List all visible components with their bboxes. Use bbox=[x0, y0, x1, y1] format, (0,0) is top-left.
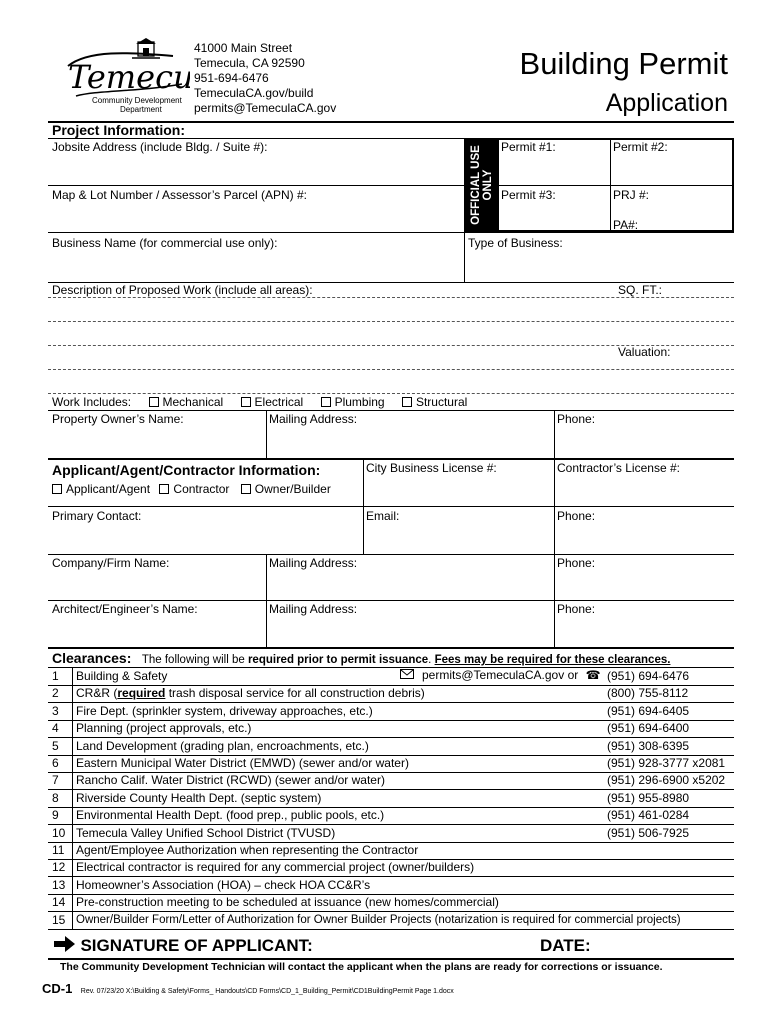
divider bbox=[48, 410, 734, 411]
website-link[interactable]: TemeculaCA.gov/build bbox=[194, 86, 314, 100]
clearance-row bbox=[48, 738, 734, 756]
sqft-label: SQ. FT.: bbox=[618, 283, 663, 297]
owner-builder-label: Owner/Builder bbox=[254, 482, 331, 496]
divider bbox=[48, 185, 464, 186]
section-rule bbox=[48, 647, 734, 649]
dashed-line bbox=[48, 321, 734, 322]
clearance-description: Environmental Health Dept. (food prep., public pools, etc.) bbox=[76, 808, 385, 823]
project-heading: Project Information: bbox=[52, 122, 186, 138]
row2-post: trash disposal service for all construction debris) bbox=[165, 686, 425, 700]
official-use-label: OFFICIAL USE ONLY bbox=[470, 145, 494, 225]
clearance-number: 5 bbox=[52, 738, 59, 753]
company-phone-label: Phone: bbox=[557, 556, 596, 570]
divider bbox=[48, 232, 734, 233]
plumbing-label: Plumbing bbox=[334, 395, 385, 409]
contact-phone-label: Phone: bbox=[557, 509, 596, 523]
signature-field[interactable] bbox=[60, 936, 530, 958]
electrical-label: Electrical bbox=[254, 395, 304, 409]
email-link[interactable]: permits@TemeculaCA.gov bbox=[194, 101, 337, 115]
clearance-phone: (951) 461-0284 bbox=[607, 808, 690, 823]
valuation-label: Valuation: bbox=[618, 345, 671, 359]
divider bbox=[266, 410, 267, 458]
clearance-phone: (951) 308-6395 bbox=[607, 738, 690, 753]
company-label: Company/Firm Name: bbox=[52, 556, 170, 570]
clearance-number: 12 bbox=[52, 860, 66, 875]
page-title: Building Permit bbox=[519, 46, 728, 81]
envelope-icon bbox=[400, 669, 414, 679]
technician-note: The Community Development Technician will contact the applicant when the plans are ready for corrections or issuance. bbox=[60, 961, 663, 973]
clearance-description: Owner/Builder Form/Letter of Authorization for Owner Builder Projects (notarization is required for commercial projects) bbox=[76, 913, 681, 926]
clearance-phone: (951) 694-6476 bbox=[607, 669, 690, 683]
jobsite-field[interactable] bbox=[52, 156, 462, 182]
owner-phone-label: Phone: bbox=[557, 412, 596, 426]
city-license-label: City Business License #: bbox=[366, 461, 497, 475]
date-field[interactable] bbox=[600, 936, 730, 958]
architect-label: Architect/Engineer’s Name: bbox=[52, 602, 198, 616]
work-includes-label: Work Includes: bbox=[52, 395, 132, 409]
clearance-number: 4 bbox=[52, 721, 59, 736]
clearance-row bbox=[48, 807, 734, 825]
type-business-label: Type of Business: bbox=[468, 236, 563, 250]
divider bbox=[48, 554, 734, 555]
company-mailing-label: Mailing Address: bbox=[269, 556, 358, 570]
clearance-description: Pre-construction meeting to be scheduled at issuance (new homes/commercial) bbox=[76, 895, 499, 910]
contractor-label: Contractor bbox=[173, 482, 230, 496]
clearances-heading: Clearances bbox=[52, 650, 127, 666]
revision-path: Rev. 07/23/20 X:\Building & Safety\Forms_ Handouts\CD Forms\CD_1_Building_Permit\CD1BuildingPermit Page 1.docx bbox=[80, 988, 454, 995]
map-lot-label: Map & Lot Number / Assessor’s Parcel (APN) #: bbox=[52, 188, 307, 202]
clearances-heading-row bbox=[52, 650, 670, 668]
plumbing-checkbox[interactable] bbox=[321, 397, 331, 407]
clearance-description: Building & Safety bbox=[76, 669, 168, 683]
clearance-number: 15 bbox=[52, 912, 66, 927]
contractor-license-label: Contractor’s License #: bbox=[557, 461, 680, 475]
architect-mailing-label: Mailing Address: bbox=[269, 602, 358, 616]
clearance-description: Homeowner’s Association (HOA) – check HOA CC&R’s bbox=[76, 877, 371, 892]
clearances-table bbox=[48, 667, 734, 930]
signature-label: SIGNATURE OF APPLICANT: bbox=[80, 936, 313, 955]
footer bbox=[42, 980, 454, 998]
clearance-phone: (800) 755-8112 bbox=[607, 686, 689, 701]
clearance-description: Electrical contractor is required for any commercial project (owner/builders) bbox=[76, 860, 475, 875]
dashed-line bbox=[48, 393, 734, 394]
address-line: 41000 Main Street bbox=[194, 41, 293, 55]
clearance-phone: (951) 694-6405 bbox=[607, 703, 690, 718]
clearance-number: 6 bbox=[52, 756, 59, 770]
divider bbox=[464, 232, 465, 282]
business-name-label: Business Name (for commercial use only): bbox=[52, 236, 278, 250]
clearance-row bbox=[48, 877, 734, 895]
date-label: DATE: bbox=[540, 936, 591, 955]
divider bbox=[554, 459, 555, 647]
clearance-number: 1 bbox=[52, 669, 59, 683]
clearance-row bbox=[48, 703, 734, 721]
jobsite-label: Jobsite Address (include Bldg. / Suite #): bbox=[52, 140, 268, 154]
owner-builder-checkbox[interactable] bbox=[241, 484, 251, 494]
clearance-row bbox=[48, 772, 734, 790]
map-lot-field[interactable] bbox=[52, 204, 462, 230]
row1-email-group bbox=[400, 668, 601, 682]
applicant-agent-checkbox[interactable] bbox=[52, 484, 62, 494]
clearance-row bbox=[48, 894, 734, 912]
permit1-label: Permit #1: bbox=[501, 140, 556, 154]
clearance-number: 11 bbox=[52, 843, 65, 857]
clearance-description: Agent/Employee Authorization when representing the Contractor bbox=[76, 843, 419, 857]
logo-sub2: Department bbox=[120, 105, 162, 114]
pa-label: PA#: bbox=[613, 218, 639, 232]
clearances-intro-mid: . bbox=[428, 654, 435, 666]
email-label: Email: bbox=[366, 509, 400, 523]
divider bbox=[48, 600, 734, 601]
description-label: Description of Proposed Work (include all areas): bbox=[52, 283, 313, 297]
divider bbox=[498, 185, 732, 186]
clearance-number: 10 bbox=[52, 825, 66, 840]
heading-colon: : bbox=[126, 650, 132, 666]
architect-phone-label: Phone: bbox=[557, 602, 596, 616]
structural-checkbox[interactable] bbox=[402, 397, 412, 407]
clearance-description: Land Development (grading plan, encroachments, etc.) bbox=[76, 738, 369, 753]
logo-script: Temecu bbox=[68, 58, 190, 96]
clearance-number: 13 bbox=[52, 877, 66, 892]
clearance-description: Planning (project approvals, etc.) bbox=[76, 721, 252, 736]
clearance-row bbox=[48, 720, 734, 738]
mechanical-checkbox[interactable] bbox=[149, 397, 159, 407]
clearances-intro-bold: required prior to permit issuance bbox=[247, 654, 429, 666]
number-column-divider bbox=[72, 667, 73, 929]
applicant-heading: Applicant/Agent/Contractor Information: bbox=[52, 462, 321, 478]
row2-required: required bbox=[117, 686, 166, 700]
row2-pre: CR&R ( bbox=[76, 686, 118, 700]
row2-description bbox=[76, 686, 425, 700]
electrical-checkbox[interactable] bbox=[241, 397, 251, 407]
clearance-row bbox=[48, 825, 734, 843]
clearance-number: 14 bbox=[52, 895, 66, 910]
form-code: CD-1 bbox=[42, 981, 73, 996]
prj-label: PRJ #: bbox=[613, 188, 650, 202]
clearance-number: 8 bbox=[52, 790, 59, 805]
clearances-fees-note: Fees may be required for these clearances. bbox=[434, 654, 671, 666]
role-options bbox=[52, 482, 331, 496]
clearance-number: 7 bbox=[52, 773, 59, 788]
clearance-description: Riverside County Health Dept. (septic system) bbox=[76, 790, 322, 805]
contact-block bbox=[194, 41, 336, 116]
permit3-label: Permit #3: bbox=[501, 188, 556, 202]
applicant-agent-label: Applicant/Agent bbox=[66, 482, 151, 496]
dashed-line bbox=[48, 297, 734, 298]
clearance-row bbox=[48, 859, 734, 877]
structural-label: Structural bbox=[415, 395, 468, 409]
clearance-description: Rancho Calif. Water District (RCWD) (sewer and/or water) bbox=[76, 773, 385, 788]
owner-name-label: Property Owner’s Name: bbox=[52, 412, 184, 426]
divider bbox=[554, 410, 555, 458]
clearances-intro: The following will be bbox=[141, 654, 248, 666]
clearance-description: Fire Dept. (sprinkler system, driveway approaches, etc.) bbox=[76, 703, 373, 718]
clearance-number: 9 bbox=[52, 808, 59, 823]
work-includes-row bbox=[52, 395, 467, 409]
row1-email[interactable]: permits@TemeculaCA.gov or bbox=[422, 668, 579, 682]
phone-line: 951-694-6476 bbox=[194, 71, 269, 85]
clearance-row bbox=[48, 755, 734, 773]
clearance-phone: (951) 694-6400 bbox=[607, 721, 690, 736]
owner-mailing-label: Mailing Address: bbox=[269, 412, 358, 426]
clearance-row bbox=[48, 668, 734, 686]
contractor-checkbox[interactable] bbox=[159, 484, 169, 494]
phone-icon: ☎ bbox=[585, 668, 601, 682]
clearance-row bbox=[48, 790, 734, 808]
page-subtitle: Application bbox=[605, 89, 728, 117]
divider bbox=[363, 459, 364, 555]
clearance-row bbox=[48, 912, 734, 930]
clearance-description: Temecula Valley Unified School District (TVUSD) bbox=[76, 825, 336, 840]
clearance-row bbox=[48, 842, 734, 860]
clearance-number: 3 bbox=[52, 703, 59, 718]
clearance-phone: (951) 296-6900 x5202 bbox=[607, 773, 726, 788]
clearance-phone: (951) 928-3777 x2081 bbox=[607, 756, 726, 770]
clearance-phone: (951) 506-7925 bbox=[607, 825, 690, 840]
clearance-description: Eastern Municipal Water District (EMWD) (sewer and/or water) bbox=[76, 756, 409, 770]
city-line: Temecula, CA 92590 bbox=[194, 56, 305, 70]
dashed-line bbox=[48, 369, 734, 370]
logo-sub1: Community Development bbox=[92, 96, 182, 105]
clearance-number: 2 bbox=[52, 686, 59, 701]
primary-contact-label: Primary Contact: bbox=[52, 509, 142, 523]
mechanical-label: Mechanical bbox=[162, 395, 224, 409]
clearance-phone: (951) 955-8980 bbox=[607, 790, 690, 805]
section-rule bbox=[48, 458, 734, 460]
permit2-label: Permit #2: bbox=[613, 140, 668, 154]
divider bbox=[48, 506, 734, 507]
signature-rule bbox=[48, 958, 734, 960]
city-logo bbox=[58, 38, 190, 120]
